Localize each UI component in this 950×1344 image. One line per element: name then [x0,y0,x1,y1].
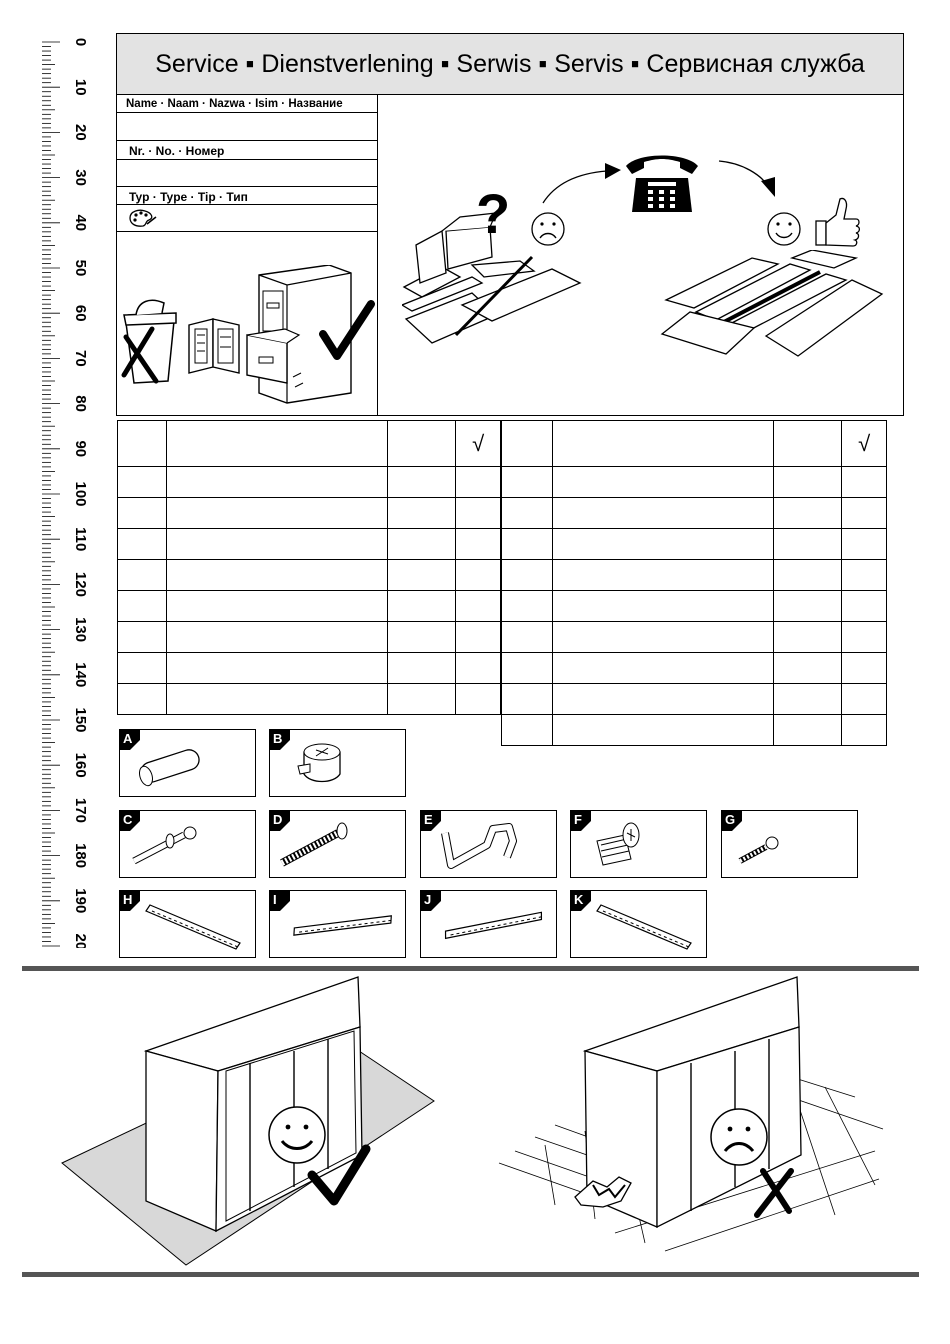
part-letter: A [123,731,133,746]
checklist-cell[interactable] [552,560,773,591]
checklist-cell[interactable] [118,684,167,715]
checklist-cell[interactable] [773,653,841,684]
part-card-k [570,890,707,958]
rail-icon [571,891,706,957]
ruler-label: 90 [72,440,89,458]
ruler [40,36,100,948]
checklist-cell[interactable] [456,498,501,529]
checklist-cell[interactable] [456,560,501,591]
ruler-label: 180 [72,843,89,869]
part-card-b [269,729,406,797]
checklist-cell[interactable] [166,560,387,591]
checklist-cell[interactable] [502,467,553,498]
rule [117,204,377,205]
part-letter: I [273,892,277,907]
checklist-cell[interactable] [842,622,887,653]
page-title: Service ▪ Dienstverlening ▪ Serwis ▪ Servis ▪ Сервисная служба [155,50,865,78]
part-card-d [269,810,406,878]
checklist-header-row [118,421,501,467]
checklist-cell[interactable] [118,653,167,684]
checklist-row [502,560,887,591]
checklist-row [118,467,501,498]
form-divider [377,95,378,416]
checklist-cell[interactable] [773,560,841,591]
checklist-cell[interactable] [502,498,553,529]
booklet-icon [187,315,243,375]
checklist-header-cell: √ [456,421,501,467]
checklist-cell[interactable] [842,560,887,591]
part-card-j [420,890,557,958]
ruler-label: 120 [72,571,89,597]
checklist-header-row [502,421,887,467]
checklist-cell[interactable] [387,591,455,622]
checklist-cell[interactable] [773,591,841,622]
rule [117,231,377,232]
checklist-cell[interactable] [842,715,887,746]
checkmark-icon [319,300,375,362]
checklist-cell[interactable] [552,653,773,684]
checklist-left [117,420,501,715]
checklist-header-cell [118,421,167,467]
checklist-cell[interactable] [842,529,887,560]
checklist-header-cell [387,421,455,467]
screw-icon [270,811,405,877]
cam-lock-icon [270,730,405,796]
checklist-cell[interactable] [456,653,501,684]
checklist-cell[interactable] [773,529,841,560]
checklist-cell[interactable] [773,467,841,498]
checklist-cell[interactable] [842,684,887,715]
part-letter: K [574,892,584,907]
happy-face-icon [766,211,802,247]
ruler-label: 110 [72,527,89,552]
checklist-cell[interactable] [502,591,553,622]
ruler-label: 200 [72,933,89,948]
ruler-label: 130 [72,617,89,643]
checklist-row [118,529,501,560]
checklist-cell[interactable] [552,467,773,498]
checklist-header-cell [166,421,387,467]
small-screw-icon [722,811,857,877]
checklist-row [502,622,887,653]
part-card-f [570,810,707,878]
checklist-cell[interactable] [387,684,455,715]
checklist-row [118,622,501,653]
checklist-cell[interactable] [387,560,455,591]
checklist-cell[interactable] [552,684,773,715]
number-label: Nr. · No. · Номер [129,144,225,158]
part-letter: F [574,812,582,827]
part-card-i [269,890,406,958]
ruler-label: 140 [72,662,89,688]
ruler-label: 10 [72,78,89,96]
part-letter: C [123,812,133,827]
checklist-row [502,715,887,746]
part-letter: E [424,812,433,827]
part-card-c [119,810,256,878]
checklist-cell[interactable] [552,591,773,622]
checklist-cell[interactable] [456,529,501,560]
assembly-on-rug-illustration [50,975,450,1267]
checklist-cell[interactable] [166,467,387,498]
part-letter: G [725,812,736,827]
assembly-on-tiles-illustration [495,975,895,1267]
checklist-cell[interactable] [166,529,387,560]
part-letter: H [123,892,133,907]
checklist-header-cell [552,421,773,467]
checklist-cell[interactable] [552,498,773,529]
checklist-cell[interactable] [773,715,841,746]
part-card-h [119,890,256,958]
checklist-cell[interactable] [387,467,455,498]
rule [117,140,377,141]
checklist-row [118,653,501,684]
ruler-label: 100 [72,481,89,507]
ruler-label: 30 [72,169,89,186]
checklist-cell[interactable] [166,653,387,684]
name-label: Name · Naam · Nazwa · Isim · Название [126,98,343,110]
part-letter: B [273,731,283,746]
checklist-cell[interactable] [118,467,167,498]
ruler-scale [40,36,100,948]
ruler-label: 170 [72,797,89,823]
checklist-row [118,591,501,622]
checklist-cell[interactable] [118,498,167,529]
rail-icon [120,891,255,957]
divider-top [22,966,919,971]
telephone-icon [622,150,702,216]
part-card-a [119,729,256,797]
trash-crossed-icon [120,295,182,387]
checklist-row [502,498,887,529]
checklist-cell[interactable] [502,560,553,591]
flat-screw-icon [571,811,706,877]
checklist-cell[interactable] [773,684,841,715]
rule [117,112,377,113]
checklist-row [502,529,887,560]
checklist-cell[interactable] [842,498,887,529]
checklist-row [118,498,501,529]
checklist-cell[interactable] [166,684,387,715]
checklist-cell[interactable] [456,467,501,498]
cam-bolt-icon [120,811,255,877]
checklist-cell[interactable] [166,622,387,653]
checklist-cell[interactable] [387,529,455,560]
checklist-cell[interactable] [773,622,841,653]
ruler-label: 190 [72,888,89,914]
question-mark: ? [476,182,511,245]
ruler-label: 80 [72,395,89,412]
checklist-cell[interactable] [552,715,773,746]
checklist-cell[interactable] [118,560,167,591]
ruler-label: 160 [72,752,89,778]
checklist-header-cell [773,421,841,467]
checklist-cell[interactable] [502,622,553,653]
palette-icon [127,208,157,228]
checklist-cell[interactable] [502,684,553,715]
checklist-cell[interactable] [387,498,455,529]
checklist-cell[interactable] [387,653,455,684]
checklist-row [502,591,887,622]
checklist-cell[interactable] [456,591,501,622]
checklist-cell[interactable] [502,653,553,684]
checklist-row [502,684,887,715]
checklist-row [118,684,501,715]
part-card-g [721,810,858,878]
checklist-cell[interactable] [842,467,887,498]
rule [117,186,377,187]
checklist-cell[interactable] [502,715,553,746]
ruler-label: 0 [72,37,89,47]
ruler-label: 20 [72,124,89,141]
checklist-header-cell: √ [842,421,887,467]
type-label: Typ · Type · Tip · Тип [129,190,248,204]
checklist-cell[interactable] [456,622,501,653]
part-letter: J [424,892,432,907]
checklist-cell[interactable] [552,529,773,560]
checklist-row [502,653,887,684]
ruler-label: 40 [72,214,89,232]
checklist-cell[interactable] [118,529,167,560]
checklist-cell[interactable] [166,591,387,622]
checklist-right [501,420,887,746]
checklist-cell[interactable] [387,622,455,653]
rail-icon [270,891,405,957]
checklist-cell[interactable] [118,591,167,622]
checklist-row [502,467,887,498]
rail-icon [421,891,556,957]
checklist-header-cell [502,421,553,467]
dowel-icon [120,730,255,796]
checklist-row [118,560,501,591]
checklist-cell[interactable] [456,684,501,715]
hex-key-icon [421,811,556,877]
checklist-cell[interactable] [552,622,773,653]
divider-bottom [22,1272,919,1277]
checklist-cell[interactable] [118,622,167,653]
checklist-cell[interactable] [842,591,887,622]
thumbs-up-icon [814,195,864,251]
header-band [116,33,904,95]
ruler-label: 70 [72,350,89,367]
checklist-cell[interactable] [842,653,887,684]
rule [117,159,377,160]
ruler-label: 60 [72,304,89,322]
part-letter: D [273,812,283,827]
intact-parts-illustration [660,250,888,370]
ruler-label: 150 [72,707,89,733]
ruler-label: 50 [72,259,89,277]
checklist-cell[interactable] [773,498,841,529]
checklist-cell[interactable] [166,498,387,529]
checklist-cell[interactable] [502,529,553,560]
service-form [116,94,904,416]
part-card-e [420,810,557,878]
